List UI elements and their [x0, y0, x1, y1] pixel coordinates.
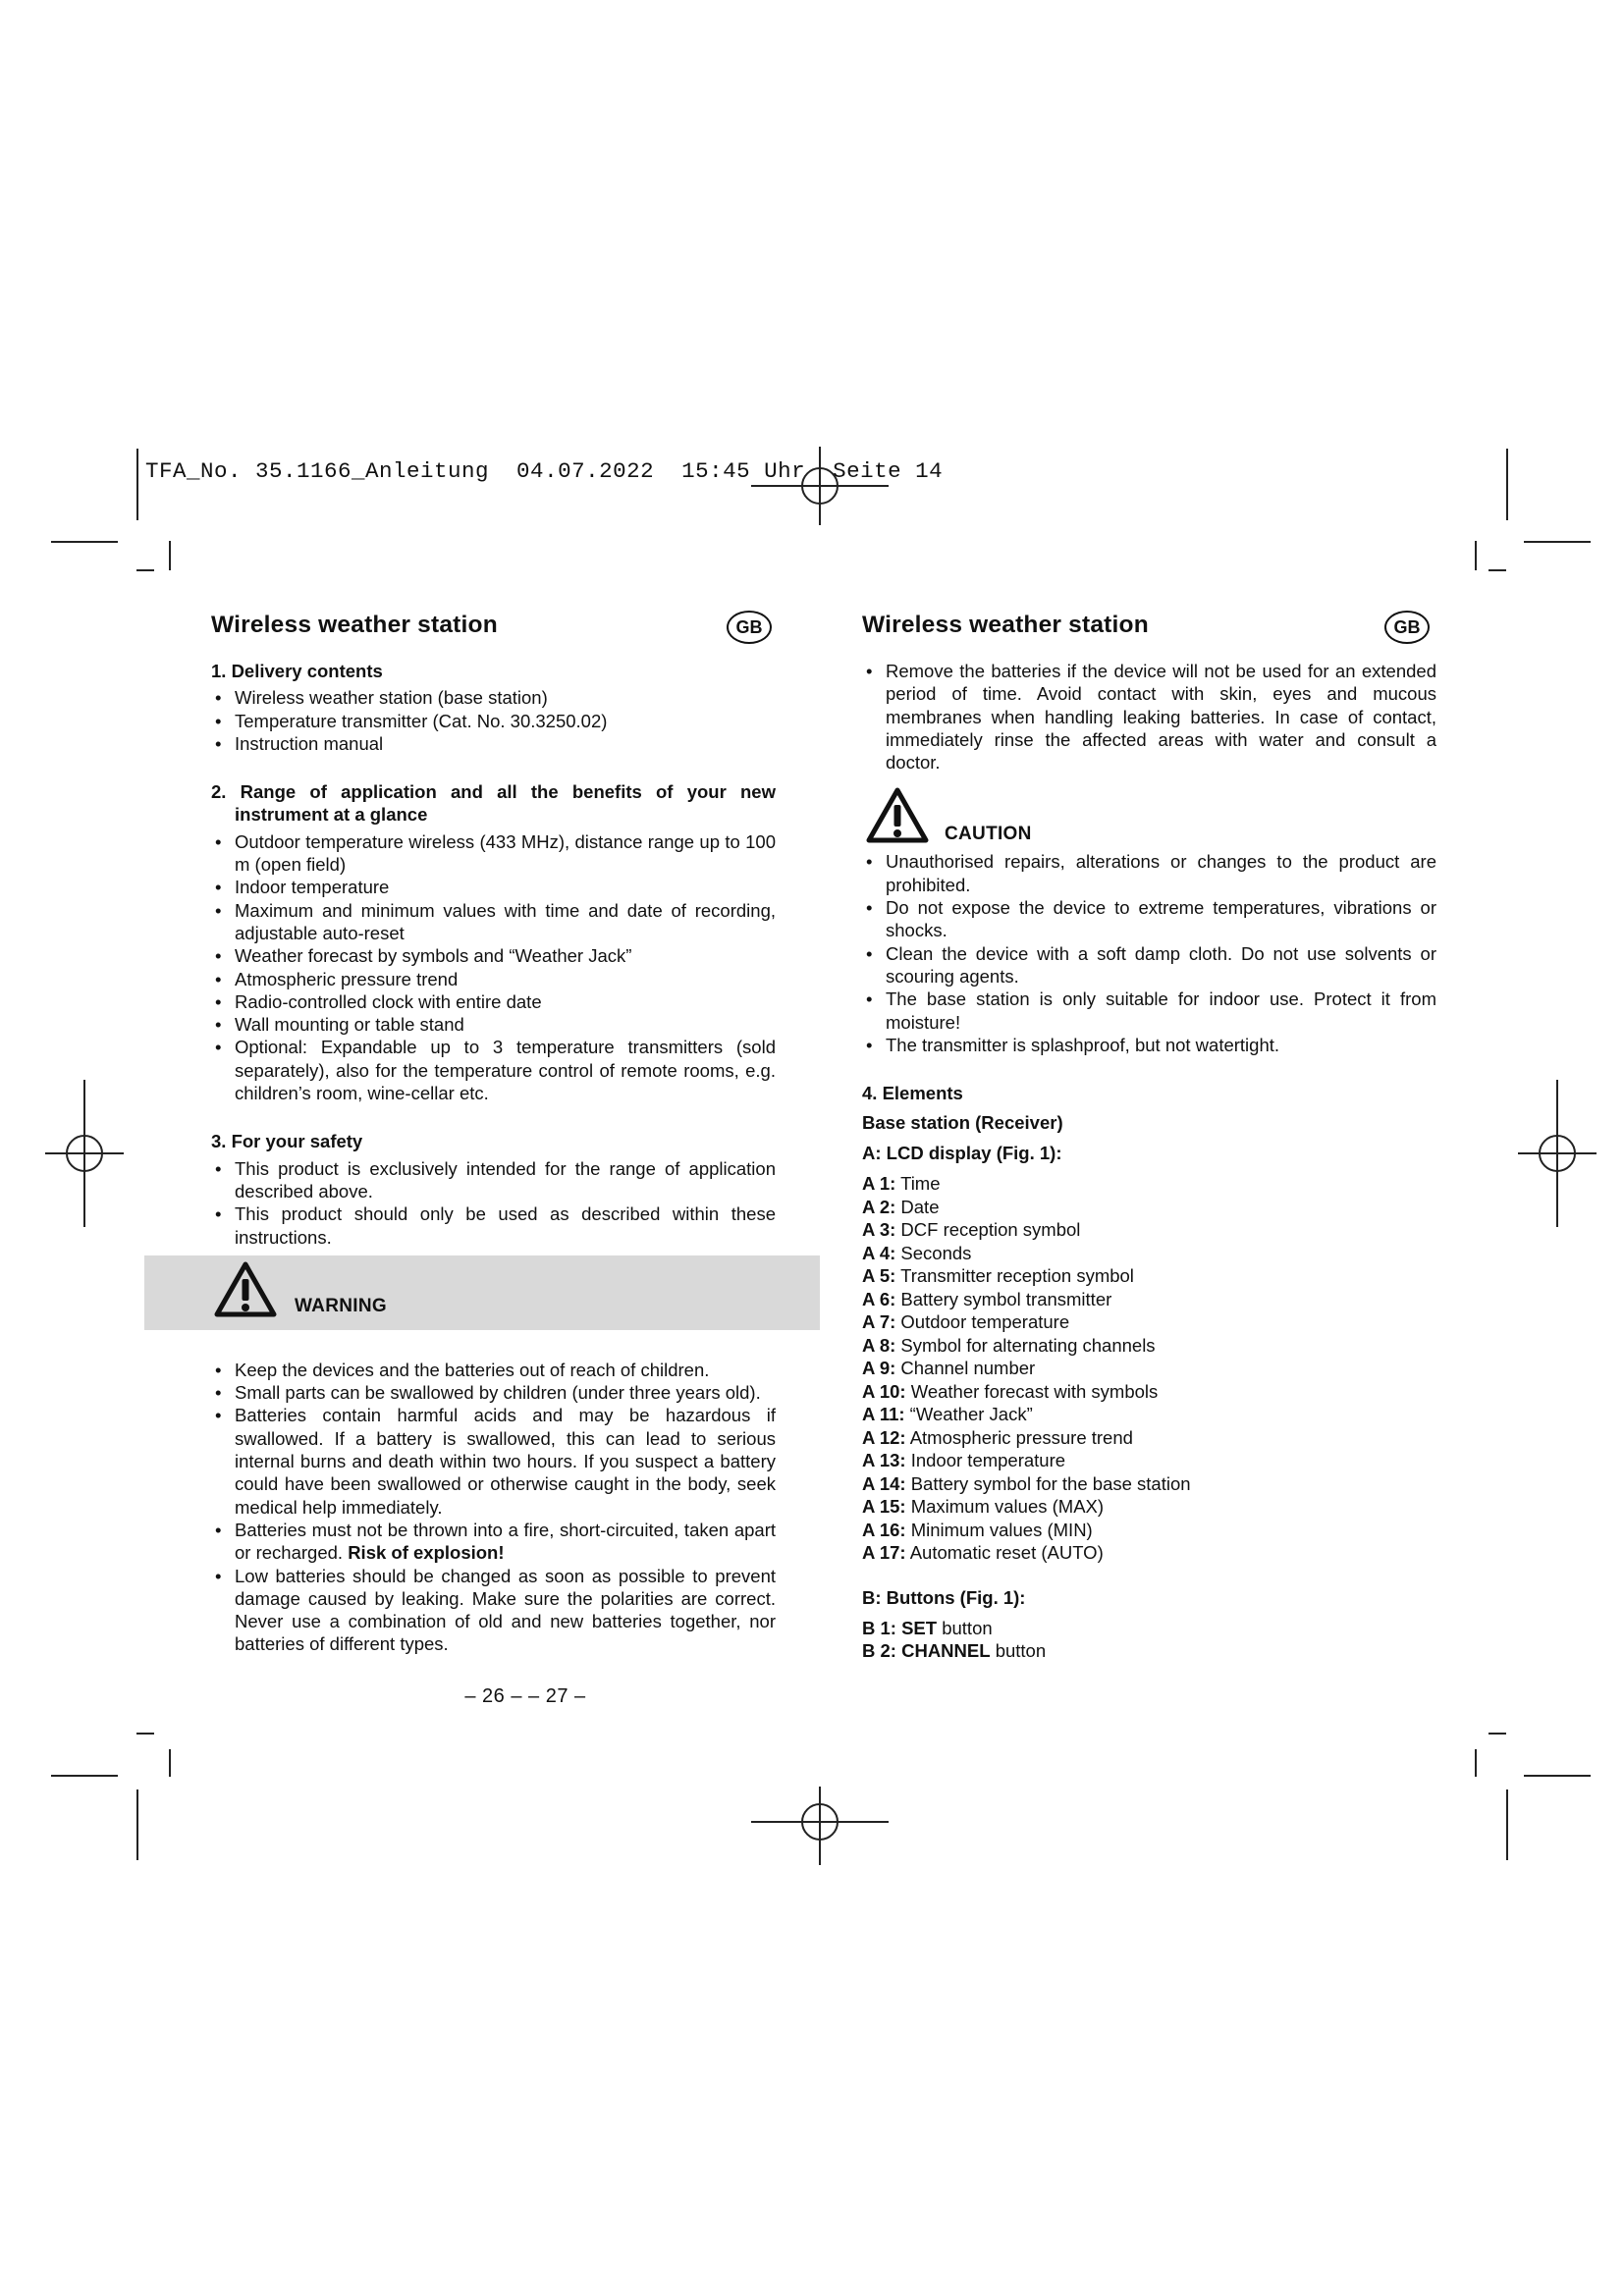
element-key: A 1: — [862, 1173, 896, 1195]
section-heading: 3. For your safety — [211, 1131, 363, 1152]
section-heading: 4. Elements — [862, 1083, 963, 1104]
left-page — [211, 609, 776, 1656]
list-item: • Outdoor temperature wireless (433 MHz), distance range up to 100 m (open field) — [211, 830, 776, 877]
element-text: button — [942, 1617, 993, 1638]
crop-mark — [1506, 1789, 1508, 1860]
lcd-element-item — [862, 1380, 1436, 1404]
section-range — [211, 780, 776, 1104]
crop-mark — [1489, 1733, 1506, 1735]
crop-mark — [1506, 449, 1508, 520]
lcd-element-item — [862, 1472, 1436, 1496]
list-item: • Wall mounting or table stand — [211, 1013, 776, 1036]
crop-mark — [1524, 1775, 1591, 1777]
list-item: • Maximum and minimum values with time and date of recording, adjustable auto-reset — [211, 899, 776, 945]
caution-list — [862, 850, 1436, 1056]
lcd-elements-list — [862, 1172, 1436, 1565]
caution-triangle-icon — [866, 787, 929, 844]
element-text: Indoor temperature — [910, 1450, 1066, 1471]
crop-mark — [136, 1789, 138, 1860]
lcd-element-item — [862, 1288, 1436, 1311]
section-heading: 1. Delivery contents — [211, 661, 383, 681]
list-item: • Small parts can be swallowed by children (under three years old). — [211, 1381, 776, 1404]
lang-badge-gb: GB — [1384, 611, 1430, 644]
element-text: Automatic reset (AUTO) — [909, 1542, 1104, 1564]
list-item: • Radio-controlled clock with entire date — [211, 990, 776, 1013]
element-key: A 13: — [862, 1450, 906, 1471]
section-heading: 2. Range of application and all the benefits of your new instrument at a glance — [211, 781, 776, 826]
element-key: A 5: — [862, 1265, 896, 1287]
list-item: • Instruction manual — [211, 732, 776, 755]
list-item: • This product should only be used as described within these instructions. — [211, 1202, 776, 1249]
element-key: A 15: — [862, 1496, 906, 1518]
button-name: SET — [901, 1617, 938, 1638]
element-key: A 7: — [862, 1311, 896, 1333]
print-header: TFA_No. 35.1166_Anleitung 04.07.2022 15:45 Uhr Seite 14 — [145, 458, 944, 484]
element-text: DCF reception symbol — [900, 1219, 1081, 1241]
explosion-warning: Risk of explosion! — [348, 1542, 505, 1564]
element-text: Minimum values (MIN) — [910, 1519, 1093, 1540]
page-numbers: – 26 – – 27 – — [464, 1685, 586, 1707]
element-text: Battery symbol for the base station — [910, 1472, 1191, 1494]
lcd-element-item — [862, 1519, 1436, 1542]
registration-crosshair-left — [45, 1080, 124, 1227]
lcd-element-item — [862, 1541, 1436, 1565]
element-key: A 16: — [862, 1519, 906, 1540]
element-key: B 1: — [862, 1617, 896, 1638]
subsection-heading: A: LCD display (Fig. 1): — [862, 1142, 1062, 1163]
element-key: A 6: — [862, 1288, 896, 1309]
element-key: A 4: — [862, 1242, 896, 1263]
caution-heading — [862, 774, 1436, 850]
lcd-element-item — [862, 1495, 1436, 1519]
lcd-element-item — [862, 1403, 1436, 1426]
element-key: A 14: — [862, 1472, 906, 1494]
list-item: • Clean the device with a soft damp cloth. Do not use solvents or scouring agents. — [862, 942, 1436, 988]
list-item: • Optional: Expandable up to 3 temperature transmitters (sold separately), also for the temperature control of remote rooms, e.g. children’s room, wine-cellar etc. — [211, 1036, 776, 1104]
list-item: • The base station is only suitable for indoor use. Protect it from moisture! — [862, 988, 1436, 1034]
crop-mark — [1524, 541, 1591, 543]
element-key: A 12: — [862, 1426, 906, 1448]
crop-mark — [169, 1749, 171, 1777]
page-title: Wireless weather station — [211, 612, 498, 638]
element-text: Weather forecast with symbols — [910, 1380, 1159, 1402]
crop-mark — [136, 569, 154, 571]
lcd-element-item — [862, 1449, 1436, 1472]
element-key: A 17: — [862, 1542, 906, 1564]
element-text: Maximum values (MAX) — [910, 1496, 1105, 1518]
element-key: A 3: — [862, 1219, 896, 1241]
list-item: • Do not expose the device to extreme temperatures, vibrations or shocks. — [862, 896, 1436, 942]
list-item: • Low batteries should be changed as soon as possible to prevent damage caused by leaking. Make sure the polarities are correct. Never use a combination of old and new batteries together, nor batteries of different types. — [211, 1565, 776, 1656]
crop-mark — [1475, 541, 1477, 570]
lcd-element-item — [862, 1196, 1436, 1219]
list-item: • Remove the batteries if the device will not be used for an extended period of time. Avoid contact with skin, eyes and mucous membranes when handling leaking batteries. In case of contact, immediately rinse the affected areas with water and consult a doctor. — [862, 660, 1436, 774]
list-item: • Batteries must not be thrown into a fire, short-circuited, taken apart or recharged. Risk of explosion! — [211, 1519, 776, 1565]
element-text: “Weather Jack” — [909, 1404, 1033, 1425]
element-text: Symbol for alternating channels — [900, 1334, 1156, 1356]
lcd-element-item — [862, 1334, 1436, 1358]
element-key: A 9: — [862, 1358, 896, 1379]
caution-label: CAUTION — [945, 824, 1032, 845]
crop-mark — [51, 541, 118, 543]
crop-mark — [1489, 569, 1506, 571]
section-safety — [211, 1130, 776, 1248]
element-text: Date — [900, 1196, 940, 1217]
button-element-item — [862, 1617, 1436, 1640]
list-item: • Weather forecast by symbols and “Weather Jack” — [211, 944, 776, 967]
list-item: • This product is exclusively intended for the range of application described above. — [211, 1157, 776, 1203]
element-text: button — [995, 1640, 1047, 1662]
lang-badge-gb: GB — [727, 611, 772, 644]
lcd-element-item — [862, 1310, 1436, 1334]
crop-mark — [1475, 1749, 1477, 1777]
element-text: Seconds — [900, 1242, 972, 1263]
button-name: CHANNEL — [901, 1640, 991, 1662]
subsection-heading: Base station (Receiver) — [862, 1112, 1063, 1134]
lcd-element-item — [862, 1172, 1436, 1196]
list-item: • Indoor temperature — [211, 876, 776, 898]
crop-mark — [51, 1775, 118, 1777]
element-text: Transmitter reception symbol — [900, 1265, 1134, 1287]
list-item: • Batteries contain harmful acids and may be hazardous if swallowed. If a battery is swallowed, this can lead to serious internal burns and death within two hours. If you suspect a battery could have been swallowed or otherwise caught in the body, seek medical help immediately. — [211, 1404, 776, 1518]
section-delivery — [211, 660, 776, 755]
list-item: • Atmospheric pressure trend — [211, 968, 776, 990]
element-text: Time — [900, 1173, 941, 1195]
right-page — [862, 609, 1436, 1663]
page-title: Wireless weather station — [862, 612, 1149, 638]
warning-label: WARNING — [295, 1296, 387, 1316]
list-item: • Wireless weather station (base station) — [211, 686, 776, 709]
element-text: Outdoor temperature — [900, 1311, 1070, 1333]
lcd-element-item — [862, 1264, 1436, 1288]
lcd-element-item — [862, 1357, 1436, 1380]
lcd-element-item — [862, 1426, 1436, 1450]
element-key: A 8: — [862, 1334, 896, 1356]
subsection-heading: B: Buttons (Fig. 1): — [862, 1586, 1026, 1608]
registration-crosshair-bottom — [751, 1787, 889, 1865]
lcd-element-item — [862, 1218, 1436, 1242]
element-key: A 11: — [862, 1404, 905, 1425]
crop-mark — [136, 1733, 154, 1735]
element-key: A 10: — [862, 1380, 906, 1402]
buttons-list — [862, 1617, 1436, 1663]
element-text: Atmospheric pressure trend — [909, 1426, 1133, 1448]
element-key: A 2: — [862, 1196, 896, 1217]
list-item: • Unauthorised repairs, alterations or changes to the product are prohibited. — [862, 850, 1436, 896]
element-text: Battery symbol transmitter — [900, 1288, 1112, 1309]
list-item: • Temperature transmitter (Cat. No. 30.3250.02) — [211, 710, 776, 732]
list-item: • Keep the devices and the batteries out of reach of children. — [211, 1359, 776, 1381]
registration-crosshair-right — [1518, 1080, 1597, 1227]
element-key: B 2: — [862, 1640, 896, 1662]
crop-mark — [136, 449, 138, 520]
warning-list — [211, 1359, 776, 1656]
lcd-element-item — [862, 1242, 1436, 1265]
registration-crosshair-top — [751, 447, 889, 525]
button-element-item — [862, 1639, 1436, 1663]
element-text: Channel number — [900, 1358, 1036, 1379]
crop-mark — [169, 541, 171, 570]
list-item: • The transmitter is splashproof, but not watertight. — [862, 1034, 1436, 1056]
